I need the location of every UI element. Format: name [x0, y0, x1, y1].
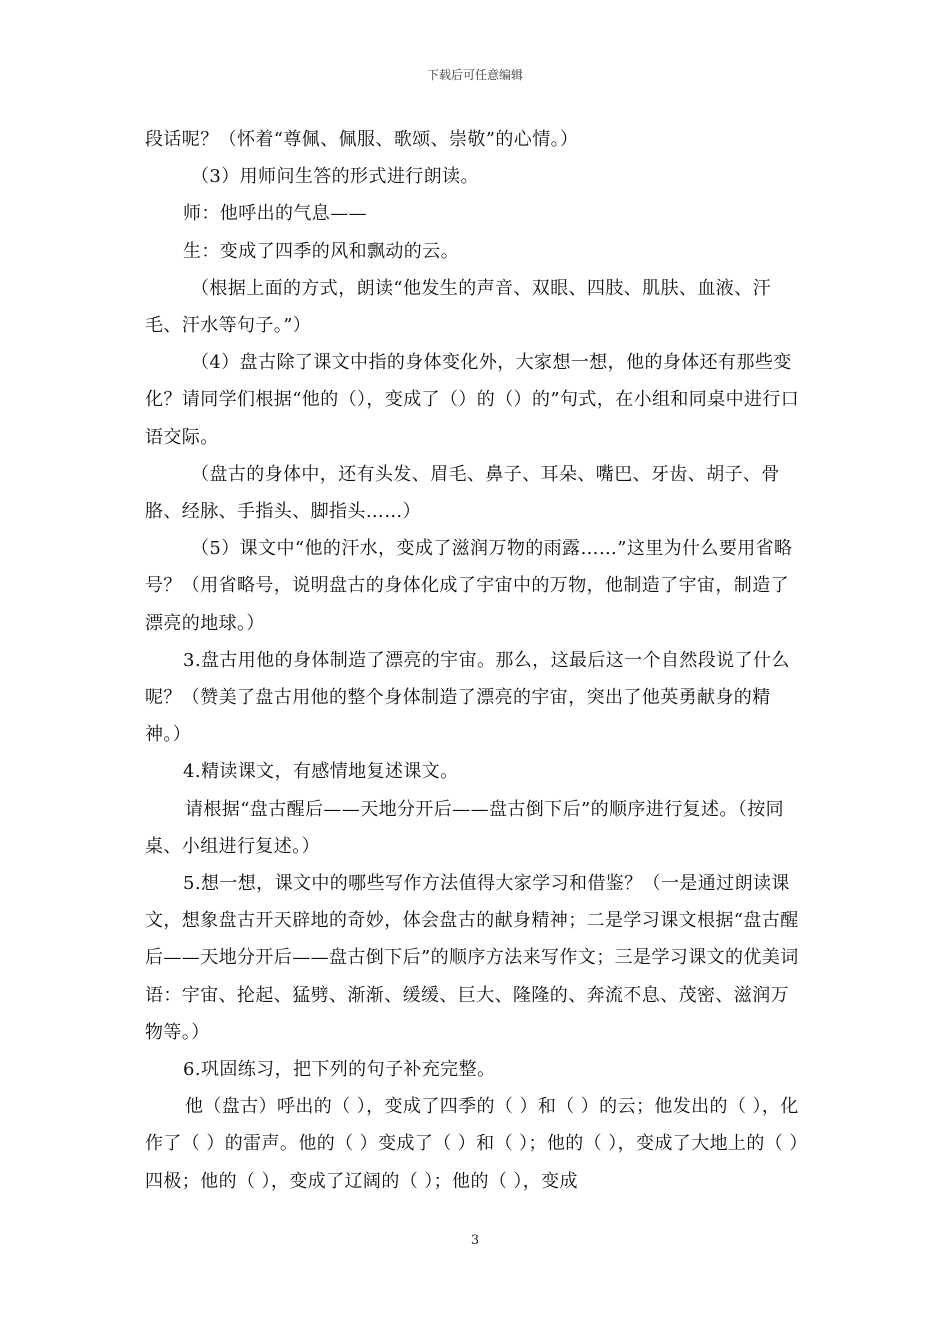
- paragraph-teacher-line: 师：他呼出的气息——: [183, 203, 367, 225]
- page-number: 3: [470, 1233, 480, 1248]
- paragraph-item-4: 4.精读课文，有感情地复述课文。: [183, 761, 459, 783]
- paragraph-reading-method: （3）用师问生答的形式进行朗读。: [191, 166, 479, 188]
- paragraph-item-3: 3.盘古用他的身体制造了漂亮的宇宙。那么，这最后这一个自然段说了什么呢？（赞美了盘古用他的整个身体制造了漂亮的宇宙，突出了他英勇献身的精神。）: [145, 649, 790, 746]
- page-header: 下载后可任意编辑: [426, 68, 523, 82]
- paragraph-read-sentences: （根据上面的方式，朗读“他发生的声音、双眼、四肢、肌肤、血液、汗毛、汗水等句子。”）: [145, 277, 771, 337]
- paragraph-student-line: 生：变成了四季的风和飘动的云。: [183, 240, 459, 262]
- paragraph-ellipsis-question: （5）课文中“他的汗水，变成了滋润万物的雨露……”这里为什么要用省略号？（用省略号，说明盘古的身体化成了宇宙中的万物，他制造了宇宙，制造了漂亮的地球。）: [145, 538, 793, 634]
- paragraph-fill-in-exercise: 他（盘古）呼出的（ ），变成了四季的（ ）和（ ）的云；他发出的（ ），化作了（ ）的雷声。他的（ ）变成了（ ）和（ ）；他的（ ），变成了大地上的（ ）四极；他的（ ），变成了辽阔的（ ）；他的（ ），变成: [145, 1096, 799, 1192]
- paragraph-continuation: 段话呢？（怀着“尊佩、佩服、歌颂、崇敬”的心情。）: [145, 129, 579, 150]
- paragraph-body-changes: （4）盘古除了课文中指的身体变化外，大家想一想，他的身体还有那些变化？请同学们根据“他的（），变成了（）的（）的”句式，在小组和同桌中进行口语交际。: [145, 352, 800, 448]
- paragraph-item-6: 6.巩固练习，把下列的句子补充完整。: [183, 1059, 496, 1081]
- paragraph-retell-order: 请根据“盘古醒后——天地分开后——盘古倒下后”的顺序进行复述。（按同桌、小组进行复述。）: [145, 798, 785, 857]
- paragraph-item-5: 5.想一想，课文中的哪些写作方法值得大家学习和借鉴？（一是通过朗读课文，想象盘古开天辟地的奇妙，体会盘古的献身精神；二是学习课文根据“盘古醒后——天地分开后——盘古倒下后”的顺序方法来写作文；三是学习课文的优美词语：宇宙、抡起、猛劈、渐渐、缓缓、巨大、隆隆的、奔流不息、茂密、滋润万物等。）: [145, 873, 799, 1043]
- paragraph-body-parts: （盘古的身体中，还有头发、眉毛、鼻子、耳朵、嘴巴、牙齿、胡子、骨胳、经脉、手指头、脚指头……）: [145, 463, 780, 523]
- document-body: [145, 121, 807, 1200]
